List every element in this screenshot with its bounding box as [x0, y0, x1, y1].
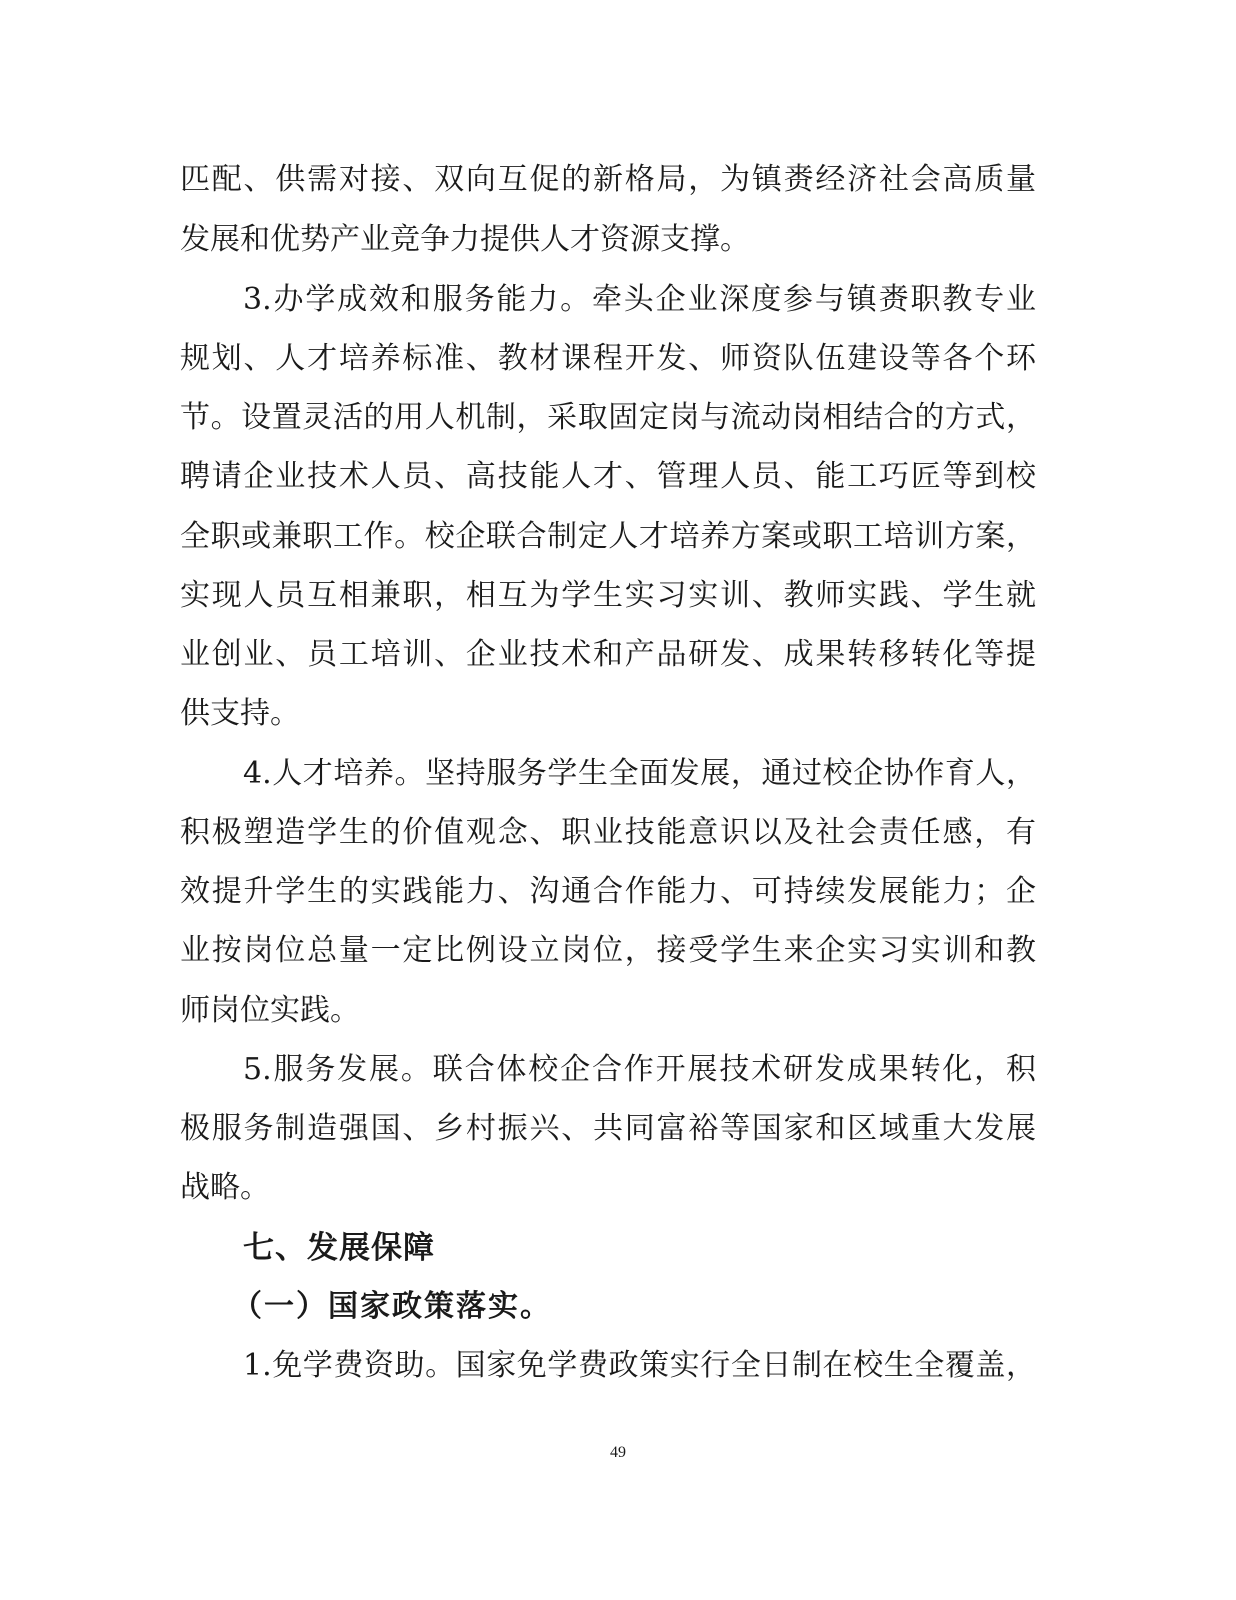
body-line: 全职或兼职工作。校企联合制定人才培养方案或职工培训方案， [180, 519, 1036, 554]
body-line: 供支持。 [180, 696, 300, 731]
body-line: 3.办学成效和服务能力。牵头企业深度参与镇赉职教专业 [243, 282, 1036, 317]
subsection-heading: （一）国家政策落实。 [232, 1289, 552, 1324]
body-line: 4.人才培养。坚持服务学生全面发展，通过校企协作育人， [243, 756, 1036, 791]
body-line: 业按岗位总量一定比例设立岗位，接受学生来企实习实训和教 [180, 933, 1036, 968]
body-line: 积极塑造学生的价值观念、职业技能意识以及社会责任感，有 [180, 815, 1036, 850]
body-line: 发展和优势产业竞争力提供人才资源支撑。 [180, 222, 750, 257]
body-line: 极服务制造强国、乡村振兴、共同富裕等国家和区域重大发展 [180, 1111, 1036, 1146]
body-line: 规划、人才培养标准、教材课程开发、师资队伍建设等各个环 [180, 341, 1036, 376]
body-line: 效提升学生的实践能力、沟通合作能力、可持续发展能力；企 [180, 874, 1036, 909]
body-line: 1.免学费资助。国家免学费政策实行全日制在校生全覆盖， [243, 1348, 1036, 1383]
body-line: 业创业、员工培训、企业技术和产品研发、成果转移转化等提 [180, 637, 1036, 672]
body-line: 聘请企业技术人员、高技能人才、管理人员、能工巧匠等到校 [180, 459, 1036, 494]
body-line: 师岗位实践。 [180, 993, 360, 1028]
page-number: 49 [610, 1444, 626, 1461]
section-heading: 七、发展保障 [243, 1230, 435, 1266]
body-line: 节。设置灵活的用人机制，采取固定岗与流动岗相结合的方式， [180, 400, 1036, 435]
body-line: 5.服务发展。联合体校企合作开展技术研发成果转化，积 [243, 1052, 1036, 1087]
body-line: 实现人员互相兼职，相互为学生实习实训、教师实践、学生就 [180, 578, 1036, 613]
body-line: 战略。 [180, 1170, 270, 1205]
body-line: 匹配、供需对接、双向互促的新格局，为镇赉经济社会高质量 [180, 162, 1036, 197]
